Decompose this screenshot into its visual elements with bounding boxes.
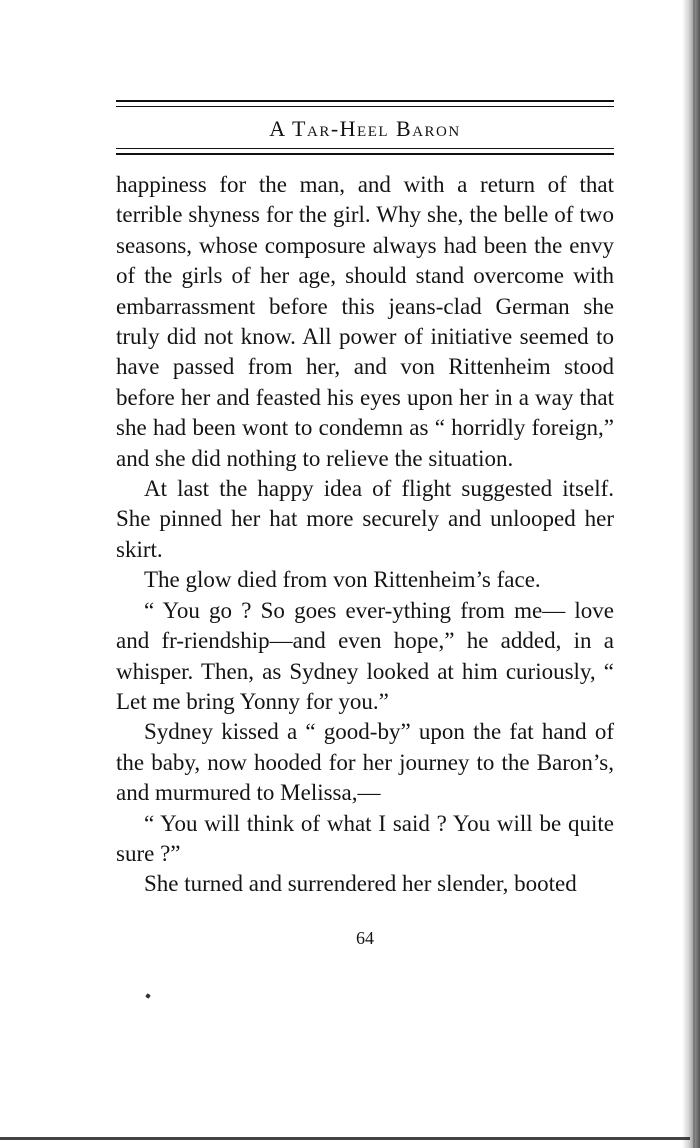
paragraph: Sydney kissed a “ good-by” upon the fat hand of the baby, now hooded for her journey to the Baron’s, and murmured to Melissa,— [116, 719, 614, 806]
paragraph-continued: happiness for the man, and with a return of that terrible shyness for the girl. Why she, the belle of two seasons, whose composure always had been the envy of the girls of her age, should stand overcome with embarrassment before this jeans-clad German she truly did not know. All power of initiative seemed to have passed from her, and von Rittenheim stood before her and feasted his eyes upon her in a way that she had been wont to condemn as “ horridly foreign,” and she did nothing to relieve the situation. [116, 172, 614, 471]
body-text [116, 170, 614, 900]
ink-speck [145, 993, 151, 999]
header-rule-bottom [116, 148, 614, 155]
paragraph: She turned and surrendered her slender, booted [144, 871, 577, 897]
paragraph: “ You will think of what I said ? You will be quite sure ?” [116, 810, 614, 866]
page-edge-shadow [682, 0, 700, 1148]
page-bottom-edge [0, 1137, 690, 1140]
running-head: A Tar-Heel Baron [269, 116, 461, 141]
rule-line [116, 100, 614, 102]
rule-line [116, 153, 614, 155]
rule-line [116, 148, 614, 149]
page-edge-line [693, 0, 695, 1148]
paragraph: The glow died from von Rittenheim’s face. [144, 567, 541, 593]
page-number: 64 [356, 928, 374, 948]
paragraph: “ You go ? So goes ever-ything from me— love and fr-riendship—and even hope,” he added, in a whisper. Then, as Sydney looked at him curiously, “ Let me bring Yonny for you.” [116, 597, 614, 714]
rule-line [116, 106, 614, 107]
paragraph: At last the happy idea of flight suggested itself. She pinned her hat more securely and unlooped her skirt. [116, 476, 614, 562]
header-rule-top [116, 100, 614, 107]
